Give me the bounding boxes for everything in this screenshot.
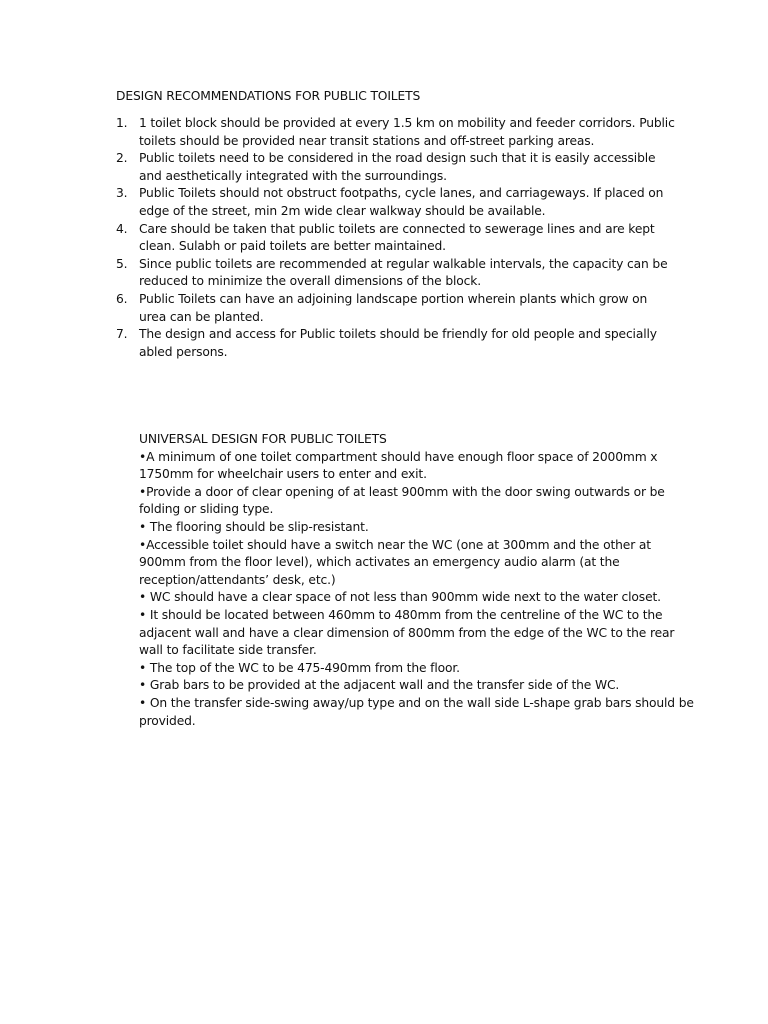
- list-item-text: Public Toilets can have an adjoining landscape portion wherein plants which grow on urea can be planted.: [139, 291, 648, 324]
- list-item: [116, 185, 676, 220]
- list-item: [116, 291, 676, 326]
- bullet-item: • The top of the WC to be 475-490mm from the floor.: [139, 660, 460, 675]
- bullet-item: •Accessible toilet should have a switch near the WC (one at 300mm and the other at 900mm from the floor level), which activates an emergency audio alarm (at the reception/attendants’ desk, etc.): [139, 537, 651, 587]
- list-item-number: 6.: [116, 291, 128, 306]
- list-item-number: 7.: [116, 327, 128, 342]
- bullet-item: • On the transfer side-swing away/up type and on the wall side L-shape grab bars should be provided.: [139, 695, 694, 728]
- bullet-list: [139, 449, 699, 731]
- list-item-number: 4.: [116, 221, 128, 236]
- list-item-number: 1.: [116, 116, 128, 130]
- recommendations-list: [116, 115, 676, 361]
- list-item-text: Care should be taken that public toilets are connected to sewerage lines and are kept clean. Sulabh or paid toilets are better maintained.: [139, 221, 655, 254]
- list-item: [116, 221, 676, 256]
- bullet-item: • The flooring should be slip-resistant.: [139, 519, 369, 534]
- bullet-item: • WC should have a clear space of not less than 900mm wide next to the water closet.: [139, 590, 661, 605]
- list-item-text: Public Toilets should not obstruct footpaths, cycle lanes, and carriageways. If placed on edge of the street, min 2m wide clear walkway should be available.: [139, 186, 664, 218]
- list-item: [116, 326, 676, 361]
- list-item-number: 5.: [116, 256, 128, 271]
- section-heading: UNIVERSAL DESIGN FOR PUBLIC TOILETS: [139, 432, 387, 446]
- bullet-item: •A minimum of one toilet compartment should have enough floor space of 2000mm x 1750mm for wheelchair users to enter and exit.: [139, 449, 658, 482]
- list-item-text: Public toilets need to be considered in the road design such that it is easily accessible and aesthetically integrated with the surroundings.: [139, 151, 656, 183]
- bullet-item: • It should be located between 460mm to 480mm from the centreline of the WC to the adjacent wall and have a clear dimension of 800mm from the edge of the WC to the rear wall to facilitate side transfer.: [139, 607, 675, 658]
- list-item-text: The design and access for Public toilets should be friendly for old people and specially abled persons.: [139, 327, 657, 359]
- list-item: [116, 150, 676, 185]
- bullet-item: • Grab bars to be provided at the adjacent wall and the transfer side of the WC.: [139, 678, 620, 693]
- list-item-number: 3.: [116, 186, 128, 201]
- universal-design-section: [139, 431, 699, 730]
- list-item-text: Since public toilets are recommended at regular walkable intervals, the capacity can be reduced to minimize the overall dimensions of the block.: [139, 256, 668, 289]
- list-item: [116, 256, 676, 291]
- list-item: [116, 115, 676, 150]
- list-item-number: 2.: [116, 151, 128, 166]
- page-title: DESIGN RECOMMENDATIONS FOR PUBLIC TOILETS: [116, 89, 421, 103]
- bullet-item: •Provide a door of clear opening of at least 900mm with the door swing outwards or be folding or sliding type.: [139, 484, 665, 517]
- list-item-text: 1 toilet block should be provided at every 1.5 km on mobility and feeder corridors. Public toilets should be provided near transit stations and off-street parking areas.: [139, 116, 675, 148]
